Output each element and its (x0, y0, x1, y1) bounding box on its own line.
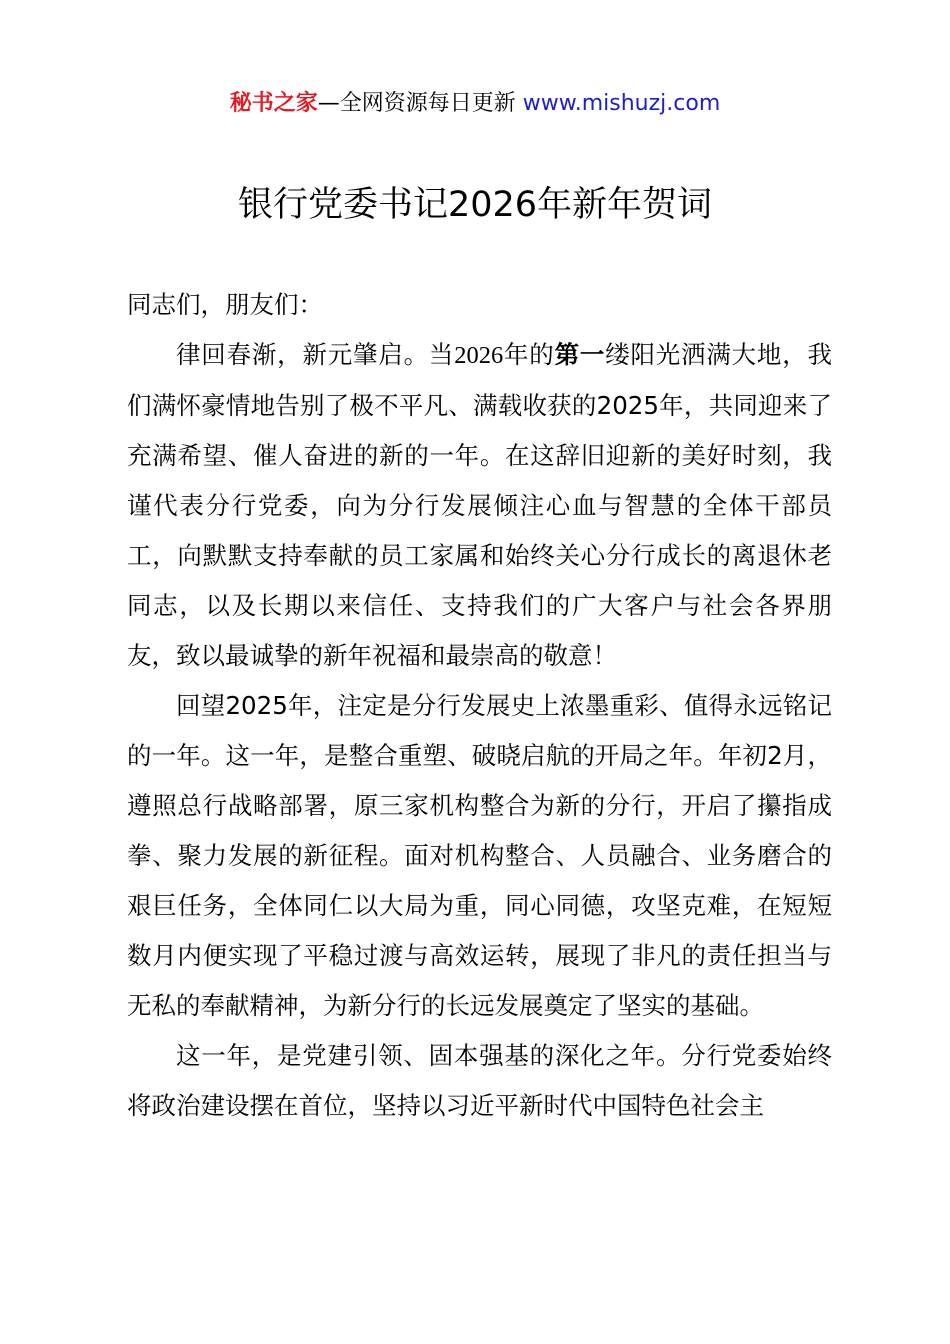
document-body (127, 280, 832, 1131)
paragraph-1-bold: 第一 (554, 340, 606, 369)
salutation: 同志们，朋友们： (127, 290, 323, 319)
paragraph-3: 这一年，是党建引领、固本强基的深化之年。分行党委始终将政治建设摆在首位，坚持以习近平新时代中国特色社会主 (127, 1041, 832, 1120)
document-title: 银行党委书记2026年新年贺词 (237, 185, 713, 225)
paragraph-1-middle: 年的 (503, 340, 555, 369)
slogan: —全网资源每日更新 (317, 91, 516, 116)
paragraph-1-after: 缕阳光洒满大地，我们满怀豪情地告别了极不平凡、满载收获的2025年，共同迎来了充满希望、催人奋进的新的一年。在这辞旧迎新的美好时刻，我谨代表分行党委，向为分行发展倾注心血与智慧的全体干部员工，向默默支持奉献的员工家属和始终关心分行成长的离退休老同志，以及长期以来信任、支持我们的广大客户与社会各界朋友，致以最诚挚的新年祝福和最崇高的敬意！ (127, 340, 833, 670)
site-header (0, 88, 950, 120)
paragraph-1-before: 律回春渐，新元肇启。当 (176, 340, 455, 369)
paragraph-2: 回望2025年，注定是分行发展史上浓墨重彩、值得永远铭记的一年。这一年，是整合重塑、破晓启航的开局之年。年初2月，遵照总行战略部署，原三家机构整合为新的分行，开启了攥指成拳、聚力发展的新征程。面对机构整合、人员融合、业务磨合的艰巨任务，全体同仁以大局为重，同心同德，攻坚克难，在短短数月内便实现了平稳过渡与高效运转，展现了非凡的责任担当与无私的奉献精神，为新分行的长远发展奠定了坚实的基础。 (127, 691, 832, 1020)
brand-name: 秘书之家 (229, 91, 318, 116)
paragraph-1-year: 2026 (454, 342, 504, 369)
site-url-link[interactable]: www.mishuzj.com (522, 91, 721, 116)
paragraph-1 (127, 330, 832, 681)
